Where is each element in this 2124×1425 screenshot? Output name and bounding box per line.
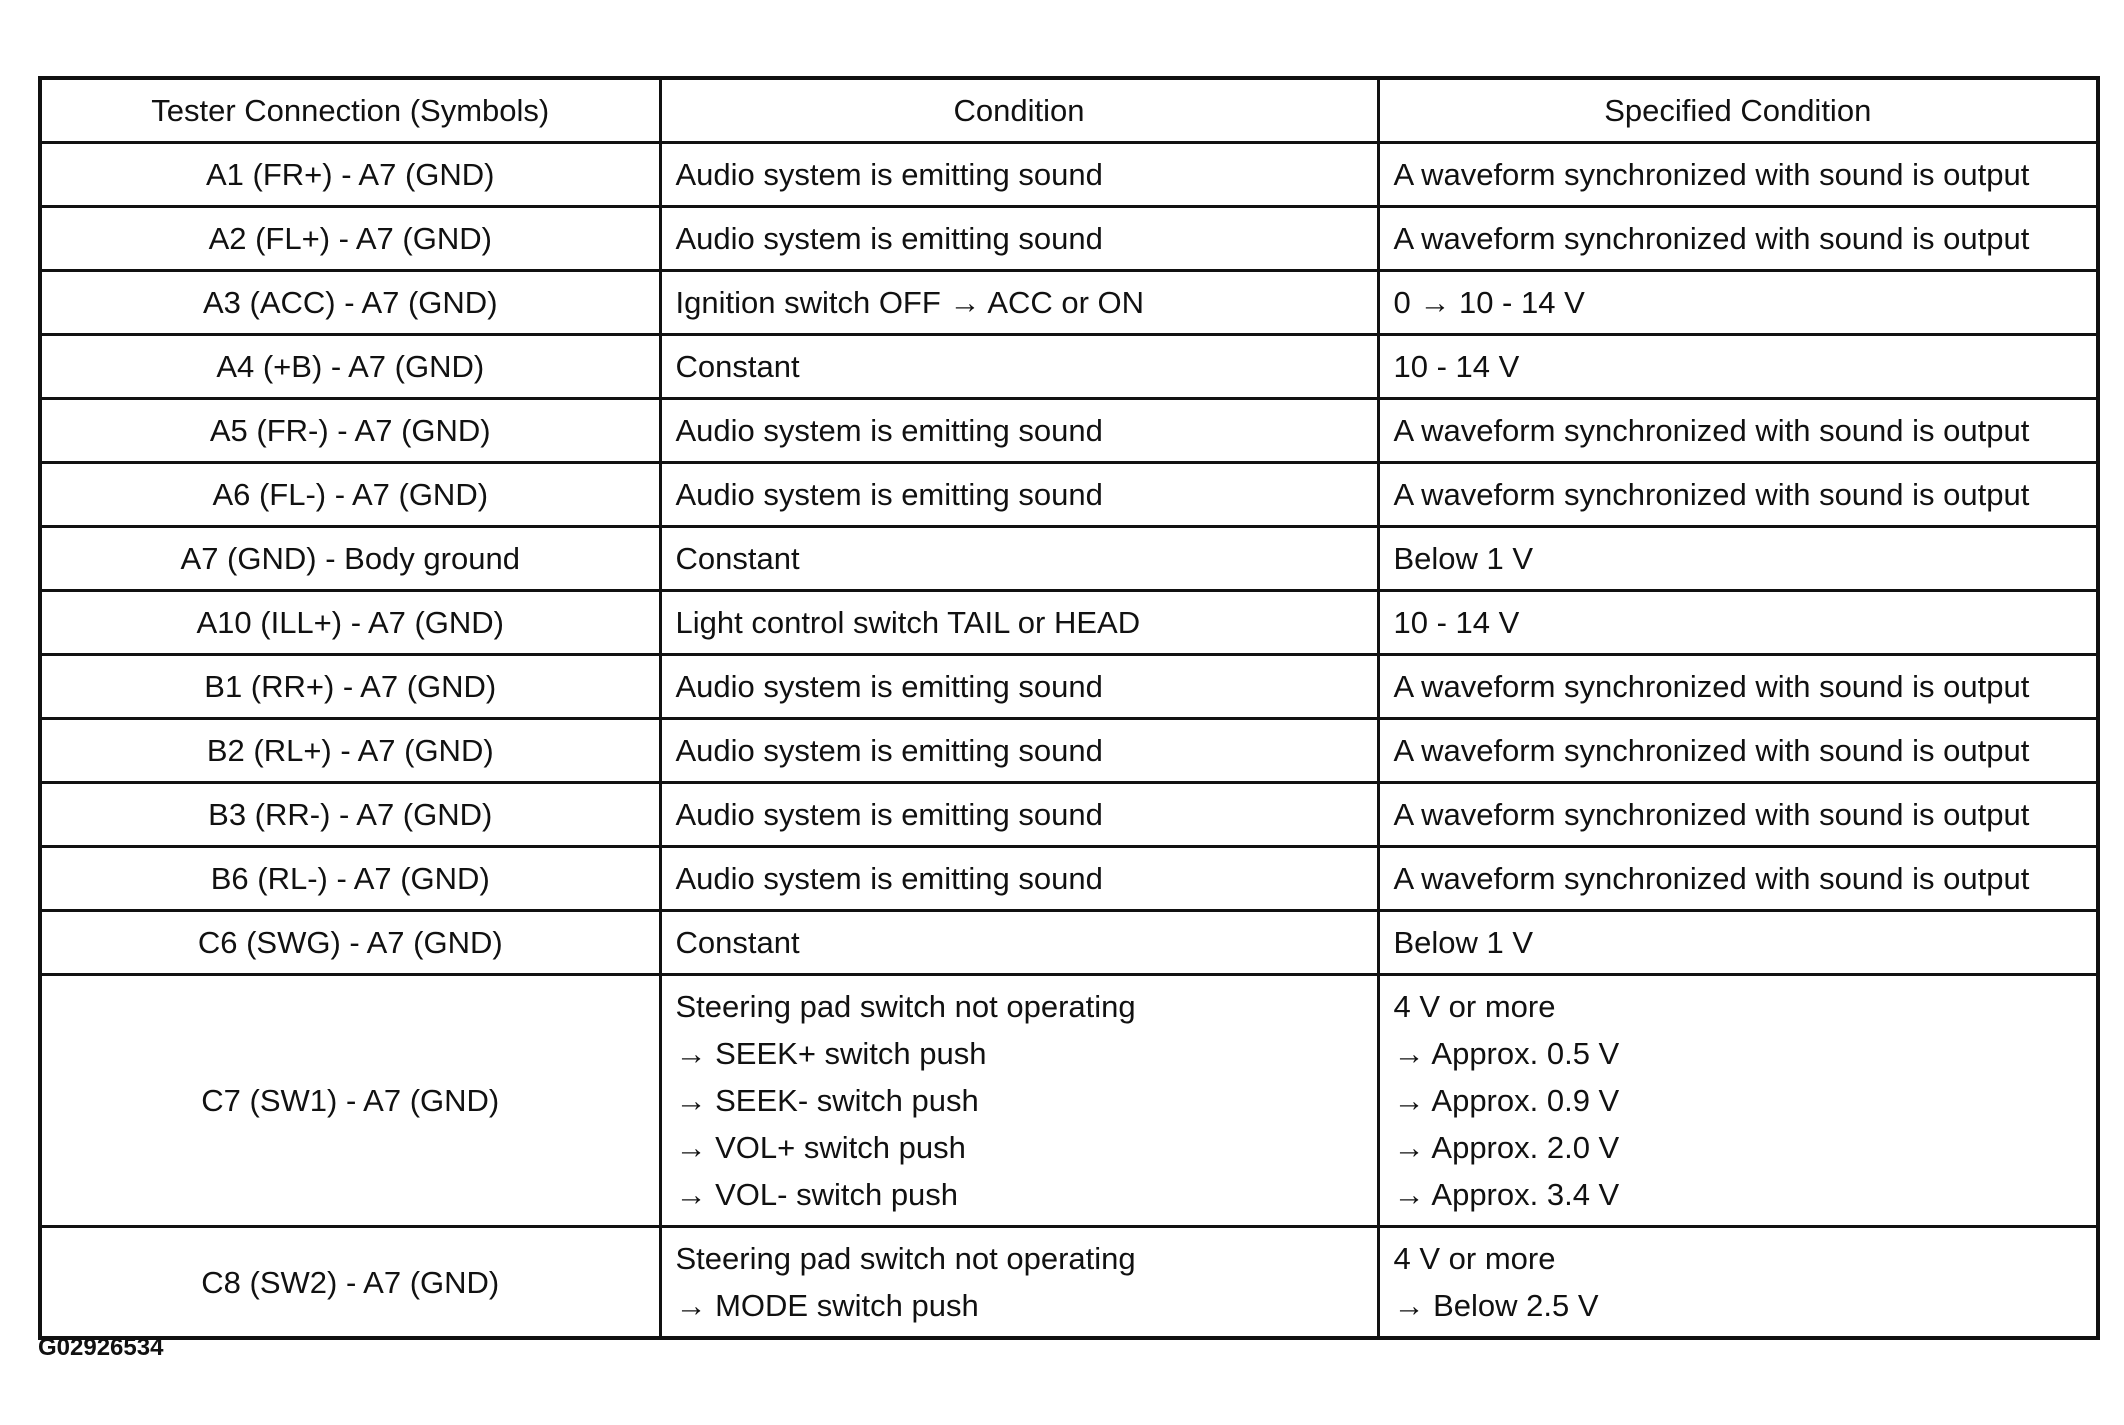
condition-line: → VOL- switch push: [675, 1177, 959, 1212]
specified-line: Below 1 V: [1393, 925, 1534, 960]
specified-cell: [1378, 143, 2098, 207]
specified-line: A waveform synchronized with sound is output: [1393, 797, 2030, 832]
specified-cell: [1378, 719, 2098, 783]
table-row: [40, 399, 2098, 463]
condition-line: → SEEK- switch push: [675, 1083, 979, 1118]
specified-line: A waveform synchronized with sound is output: [1393, 861, 2030, 896]
table-row: [40, 719, 2098, 783]
connection-cell: B6 (RL-) - A7 (GND): [40, 847, 660, 911]
condition-line: Ignition switch OFF → ACC or ON: [675, 285, 1145, 320]
specified-cell: [1378, 271, 2098, 335]
specified-line: A waveform synchronized with sound is output: [1393, 157, 2030, 192]
header-tester-connection: Tester Connection (Symbols): [40, 78, 660, 143]
condition-cell: [660, 143, 1378, 207]
specified-cell: [1378, 655, 2098, 719]
specified-cell: [1378, 911, 2098, 975]
connection-cell: B2 (RL+) - A7 (GND): [40, 719, 660, 783]
table-row: [40, 207, 2098, 271]
connection-cell: A1 (FR+) - A7 (GND): [40, 143, 660, 207]
condition-line: → VOL+ switch push: [675, 1130, 966, 1165]
condition-cell: [660, 335, 1378, 399]
condition-cell: [660, 911, 1378, 975]
condition-cell: [660, 1227, 1378, 1339]
specified-cell: [1378, 399, 2098, 463]
condition-line: Audio system is emitting sound: [675, 861, 1103, 896]
condition-cell: [660, 719, 1378, 783]
table-row: [40, 591, 2098, 655]
specified-line: → Approx. 3.4 V: [1393, 1177, 1620, 1212]
table-row: [40, 655, 2098, 719]
specified-line: 10 - 14 V: [1393, 349, 1520, 384]
condition-cell: [660, 975, 1378, 1227]
connection-cell: C7 (SW1) - A7 (GND): [40, 975, 660, 1227]
condition-line: Audio system is emitting sound: [675, 413, 1103, 448]
table-row: [40, 1227, 2098, 1339]
condition-line: Constant: [675, 349, 800, 384]
connection-cell: B3 (RR-) - A7 (GND): [40, 783, 660, 847]
condition-line: Audio system is emitting sound: [675, 797, 1103, 832]
specified-cell: [1378, 783, 2098, 847]
specified-cell: [1378, 847, 2098, 911]
specified-line: A waveform synchronized with sound is output: [1393, 221, 2030, 256]
specified-cell: [1378, 335, 2098, 399]
specified-line: 0 → 10 - 14 V: [1393, 285, 1585, 320]
specified-line: 4 V or more: [1393, 1241, 1556, 1276]
condition-line: Constant: [675, 541, 800, 576]
connection-cell: A6 (FL-) - A7 (GND): [40, 463, 660, 527]
connection-cell: A7 (GND) - Body ground: [40, 527, 660, 591]
table-row: [40, 783, 2098, 847]
condition-line: Constant: [675, 925, 800, 960]
condition-line: → MODE switch push: [675, 1288, 979, 1323]
condition-line: Audio system is emitting sound: [675, 221, 1103, 256]
table-row: [40, 463, 2098, 527]
condition-line: Audio system is emitting sound: [675, 669, 1103, 704]
connection-cell: B1 (RR+) - A7 (GND): [40, 655, 660, 719]
condition-line: Steering pad switch not operating: [675, 989, 1136, 1024]
specified-line: → Approx. 2.0 V: [1393, 1130, 1620, 1165]
connection-cell: A2 (FL+) - A7 (GND): [40, 207, 660, 271]
header-row: [40, 78, 2098, 143]
specified-cell: [1378, 527, 2098, 591]
specified-line: A waveform synchronized with sound is output: [1393, 413, 2030, 448]
specified-line: 10 - 14 V: [1393, 605, 1520, 640]
condition-line: Audio system is emitting sound: [675, 157, 1103, 192]
specified-cell: [1378, 1227, 2098, 1339]
condition-line: → SEEK+ switch push: [675, 1036, 987, 1071]
spec-table: [38, 76, 2100, 1340]
connection-cell: A3 (ACC) - A7 (GND): [40, 271, 660, 335]
specified-line: A waveform synchronized with sound is output: [1393, 477, 2030, 512]
condition-cell: [660, 527, 1378, 591]
specified-cell: [1378, 463, 2098, 527]
condition-cell: [660, 399, 1378, 463]
condition-line: Audio system is emitting sound: [675, 733, 1103, 768]
condition-line: Audio system is emitting sound: [675, 477, 1103, 512]
connection-cell: C8 (SW2) - A7 (GND): [40, 1227, 660, 1339]
specified-line: → Approx. 0.5 V: [1393, 1036, 1620, 1071]
header-condition: Condition: [660, 78, 1378, 143]
connection-cell: C6 (SWG) - A7 (GND): [40, 911, 660, 975]
condition-cell: [660, 207, 1378, 271]
condition-cell: [660, 271, 1378, 335]
specified-line: → Approx. 0.9 V: [1393, 1083, 1620, 1118]
condition-cell: [660, 591, 1378, 655]
condition-line: Steering pad switch not operating: [675, 1241, 1136, 1276]
specified-cell: [1378, 975, 2098, 1227]
specified-line: 4 V or more: [1393, 989, 1556, 1024]
specified-line: Below 1 V: [1393, 541, 1534, 576]
table-row: [40, 975, 2098, 1227]
table-row: [40, 911, 2098, 975]
condition-cell: [660, 655, 1378, 719]
specified-line: → Below 2.5 V: [1393, 1288, 1599, 1323]
condition-line: Light control switch TAIL or HEAD: [675, 605, 1141, 640]
figure-id: G02926534: [38, 1334, 164, 1361]
table-row: [40, 335, 2098, 399]
specified-cell: [1378, 591, 2098, 655]
specified-line: A waveform synchronized with sound is output: [1393, 733, 2030, 768]
connection-cell: A10 (ILL+) - A7 (GND): [40, 591, 660, 655]
table-row: [40, 847, 2098, 911]
connection-cell: A4 (+B) - A7 (GND): [40, 335, 660, 399]
specified-line: A waveform synchronized with sound is output: [1393, 669, 2030, 704]
specified-cell: [1378, 207, 2098, 271]
table-row: [40, 271, 2098, 335]
condition-cell: [660, 783, 1378, 847]
table-row: [40, 527, 2098, 591]
condition-cell: [660, 463, 1378, 527]
condition-cell: [660, 847, 1378, 911]
table-row: [40, 143, 2098, 207]
header-specified-condition: Specified Condition: [1378, 78, 2098, 143]
connection-cell: A5 (FR-) - A7 (GND): [40, 399, 660, 463]
